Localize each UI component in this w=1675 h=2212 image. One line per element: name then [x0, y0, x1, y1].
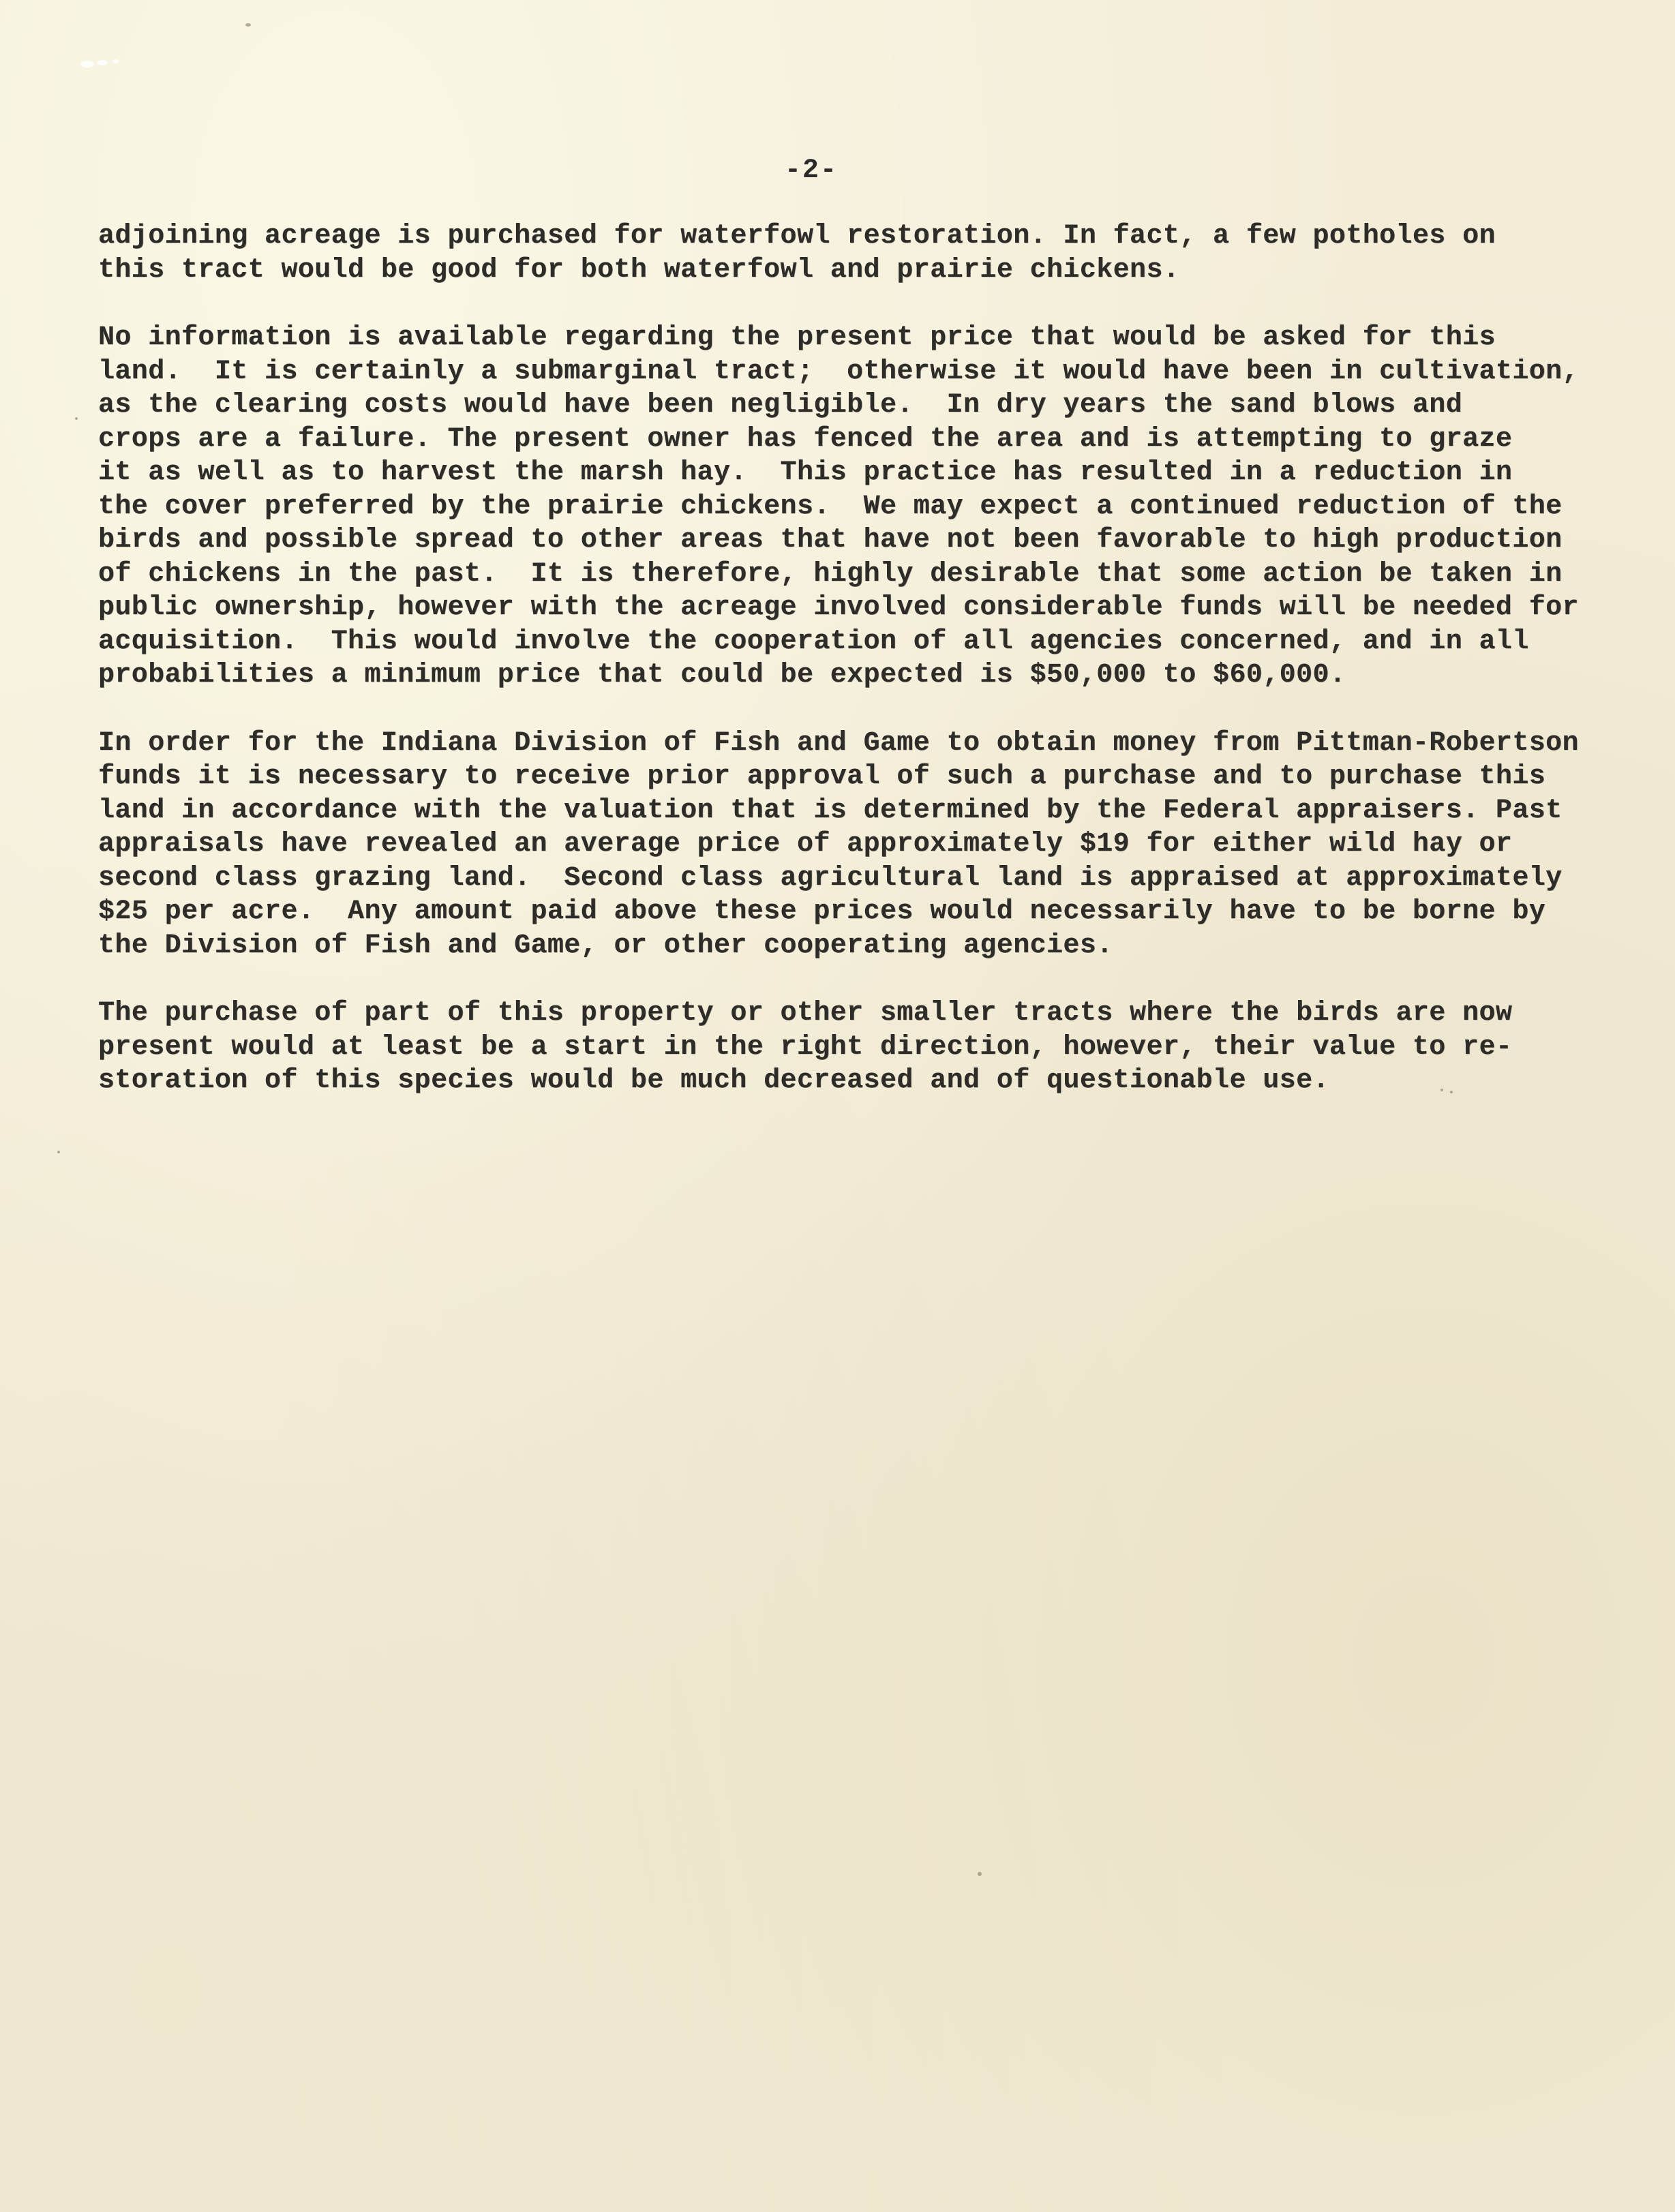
paragraph-waterfowl-restoration [98, 219, 1625, 287]
text-line: storation of this species would be much decreased and of questionable use. [98, 1065, 1329, 1096]
text-line: adjoining acreage is purchased for waterfowl restoration. In fact, a few potholes on [98, 221, 1496, 252]
text-line: of chickens in the past. It is therefore, highly desirable that some action be taken in [98, 558, 1563, 590]
text-line: it as well as to harvest the marsh hay. This practice has resulted in a reduction in [98, 457, 1513, 488]
text-line: appraisals have revealed an average price of approximately $19 for either wild hay or [98, 829, 1513, 860]
document-body [98, 219, 1625, 1132]
paper-speck [57, 1151, 60, 1153]
text-line: as the clearing costs would have been negligible. In dry years the sand blows and [98, 390, 1463, 421]
text-line: this tract would be good for both waterfowl and prairie chickens. [98, 254, 1180, 286]
paper-speck [75, 417, 78, 420]
paper-blemish-icon [74, 56, 135, 71]
text-line: crops are a failure. The present owner has fenced the area and is attempting to graze [98, 423, 1513, 455]
text-line: The purchase of part of this property or other smaller tracts where the birds are now [98, 998, 1513, 1029]
paper-speck [245, 23, 251, 27]
text-line: probabilities a minimum price that could be expected is $50,000 to $60,000. [98, 660, 1346, 691]
text-line: acquisition. This would involve the cooperation of all agencies concerned, and in all [98, 626, 1529, 657]
text-line: the cover preferred by the prairie chickens. We may expect a continued reduction of the [98, 491, 1563, 522]
text-line: birds and possible spread to other areas that have not been favorable to high production [98, 525, 1563, 556]
paragraph-pittman-robertson-funds [98, 727, 1625, 963]
paragraph-land-price [98, 321, 1625, 693]
text-line: In order for the Indiana Division of Fish and Game to obtain money from Pittman-Robertson [98, 727, 1579, 759]
paragraph-partial-purchase [98, 997, 1625, 1098]
text-line: land. It is certainly a submarginal tract; otherwise it would have been in cultivation, [98, 356, 1579, 387]
paper-speck [978, 1872, 982, 1876]
text-line: public ownership, however with the acreage involved considerable funds will be needed for [98, 592, 1579, 623]
text-line: No information is available regarding the present price that would be asked for this [98, 322, 1496, 353]
text-line: the Division of Fish and Game, or other cooperating agencies. [98, 930, 1113, 961]
text-line: land in accordance with the valuation that is determined by the Federal appraisers. Past [98, 795, 1563, 826]
text-line: $25 per acre. Any amount paid above these prices would necessarily have to be borne by [98, 896, 1546, 927]
text-line: funds it is necessary to receive prior approval of such a purchase and to purchase this [98, 761, 1546, 792]
page-number: -2- [784, 155, 838, 186]
text-line: present would at least be a start in the right direction, however, their value to re- [98, 1031, 1513, 1063]
text-line: second class grazing land. Second class agricultural land is appraised at approximately [98, 862, 1563, 894]
